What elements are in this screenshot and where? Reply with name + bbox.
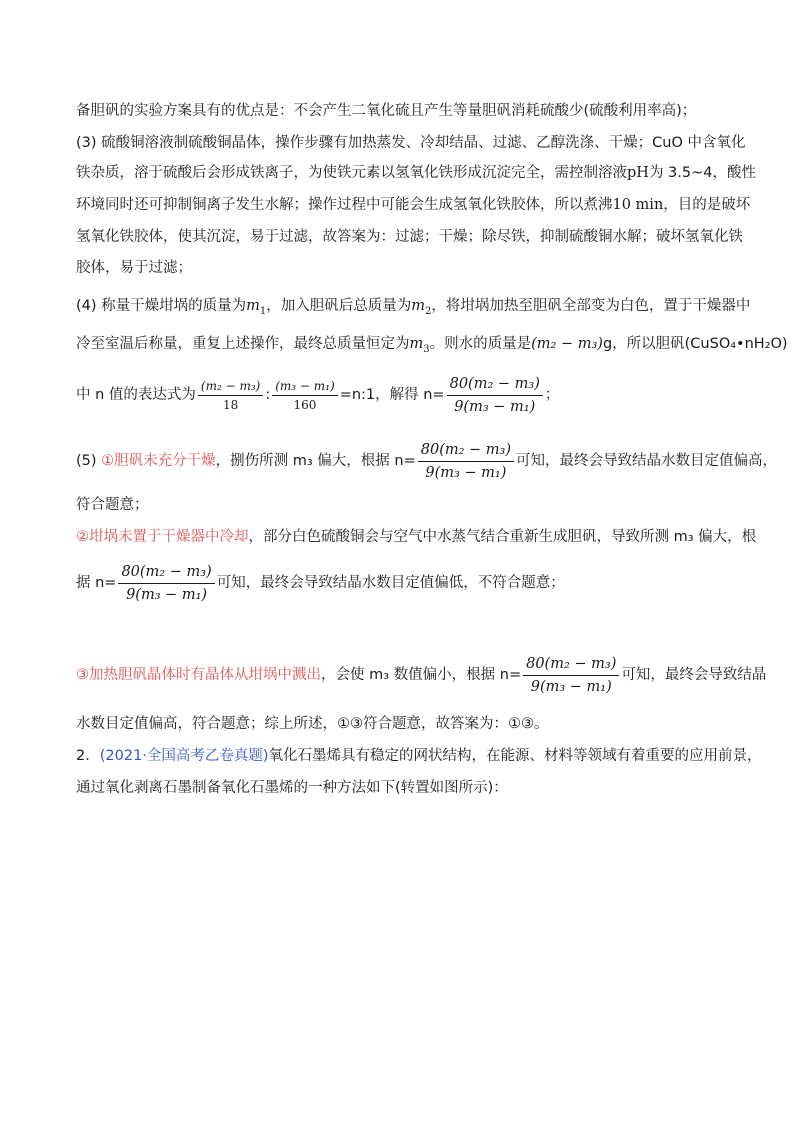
text: ，会使 m₃ 数值偏小，根据 n= xyxy=(321,667,522,683)
text-line xyxy=(76,132,745,154)
text: 符合题意； xyxy=(76,497,149,513)
highlight-text: ①胆矾未充分干燥 xyxy=(101,453,216,469)
fraction xyxy=(447,375,543,416)
text: 通过氧化剥离石墨制备氧化石墨烯的一种方法如下(转置如图所示)： xyxy=(76,780,508,796)
text: (5) xyxy=(76,453,102,469)
math-sub: 1 xyxy=(259,305,267,317)
fraction-numerator: 80(m₂ − m₃) xyxy=(418,441,514,462)
text: (3) 硫酸铜溶液制硫酸铜晶体，操作步骤有加热蒸发、冷却结晶、过滤、乙醇洗涤、干燥；CuO 中含氧化 xyxy=(76,135,746,151)
fraction-numerator: 80(m₂ − m₃) xyxy=(523,655,619,676)
text-line xyxy=(76,713,549,735)
text-line xyxy=(76,194,750,216)
text: ，加入胆矾后总质量为 xyxy=(266,298,412,314)
text-line xyxy=(76,745,762,767)
math-var: m xyxy=(246,298,260,314)
fraction-numerator: (m₃ − m₁) xyxy=(272,379,337,396)
text-line xyxy=(76,558,565,608)
fraction-denominator: 160 xyxy=(293,397,317,412)
text: (4) 称量干燥坩埚的质量为 xyxy=(76,298,247,314)
text: g，所以胆矾(CuSO₄•nH₂O) xyxy=(602,336,788,352)
text: 。则水的质量是 xyxy=(429,336,532,352)
math-expr: (m₂ − m₃) xyxy=(531,336,603,352)
text: 可知，最终会导致结晶 xyxy=(621,667,767,683)
text-line xyxy=(76,777,508,799)
text-line xyxy=(76,295,750,323)
highlight-text: ③加热胆矾晶体时有晶体从坩埚中溅出 xyxy=(76,667,321,683)
fraction-denominator: 9(m₃ − m₁) xyxy=(126,586,208,603)
text: 为 3.5~4，酸性 xyxy=(648,165,756,181)
text-line xyxy=(76,100,696,122)
text: ，部分白色硫酸铜会与空气中水蒸气结合重新生成胆矾，导致所测 m₃ 偏大，根 xyxy=(248,529,757,545)
text: ，将坩埚加热至胆矾全部变为白色，置于干燥器中 xyxy=(431,298,751,314)
math-sub: 2 xyxy=(425,305,432,317)
math-sub: 3 xyxy=(423,343,430,355)
text-line xyxy=(76,333,788,361)
text-line xyxy=(76,257,192,279)
text: 胶体，易于过滤； xyxy=(76,260,192,276)
fraction-denominator: 18 xyxy=(223,397,239,412)
text: 据 n= xyxy=(76,575,117,591)
text-line xyxy=(76,494,149,516)
fraction xyxy=(523,655,619,696)
math-var: m xyxy=(411,298,426,314)
text-line xyxy=(76,370,559,420)
fraction xyxy=(198,379,263,412)
math-time: 10 min xyxy=(612,197,664,213)
text-line xyxy=(76,436,777,486)
text: 中 n 值的表达式为 xyxy=(76,387,196,403)
text: 备胆矾的实验方案具有的优点是：不会产生二氧化硫且产生等量胆矾消耗硫酸少(硫酸利用率高)； xyxy=(76,103,697,119)
text: ，捌伤所测 m₃ 偏大，根据 n= xyxy=(215,453,416,469)
fraction xyxy=(272,379,337,412)
source-tag: (2021·全国高考乙卷真题) xyxy=(99,748,269,764)
text-line xyxy=(76,650,766,700)
fraction-denominator: 9(m₃ − m₁) xyxy=(454,398,536,415)
text: =n:1，解得 n= xyxy=(339,387,445,403)
text: : xyxy=(265,387,271,403)
fraction-denominator: 9(m₃ − m₁) xyxy=(530,678,612,695)
text-line xyxy=(76,162,756,184)
text: 可知，最终会导致结晶水数目定值偏低，不符合题意； xyxy=(216,575,565,591)
fraction-numerator: 80(m₂ − m₃) xyxy=(447,375,543,396)
fraction xyxy=(418,441,514,482)
fraction-denominator: 9(m₃ − m₁) xyxy=(425,464,507,481)
fraction-numerator: 80(m₂ − m₃) xyxy=(118,563,214,584)
text: 铁杂质，溶于硫酸后会形成铁离子，为使铁元素以氢氧化铁形成沉淀完全，需控制溶液 xyxy=(76,165,627,181)
math-var: m xyxy=(409,336,424,352)
text: 水数目定值偏高，符合题意；综上所述，①③符合题意，故答案为：①③。 xyxy=(76,716,549,732)
fraction xyxy=(118,563,214,604)
text-line xyxy=(76,226,743,248)
text: 环境同时还可抑制铜离子发生水解；操作过程中可能会生成氢氧化铁胶体，所以煮沸 xyxy=(76,197,613,213)
highlight-text: ②坩埚未置于干燥器中冷却 xyxy=(76,529,249,545)
text: ，目的是破坏 xyxy=(663,197,751,213)
text: 可知，最终会导致结晶水数目定值偏高， xyxy=(516,453,778,469)
text: ； xyxy=(544,387,560,403)
question-number: 2． xyxy=(76,748,100,764)
text: 氧化石墨烯具有稳定的网状结构，在能源、材料等领域有着重要的应用前景， xyxy=(268,748,762,764)
text: 氢氧化铁胶体，使其沉淀，易于过滤，故答案为：过滤；干燥；除尽铁，抑制硫酸铜水解；破坏氢氧化铁 xyxy=(76,229,743,245)
math-ph: pH xyxy=(627,165,649,181)
text-line xyxy=(76,526,756,548)
fraction-numerator: (m₂ − m₃) xyxy=(198,379,263,396)
text: 冷至室温后称量，重复上述操作，最终总质量恒定为 xyxy=(76,336,410,352)
